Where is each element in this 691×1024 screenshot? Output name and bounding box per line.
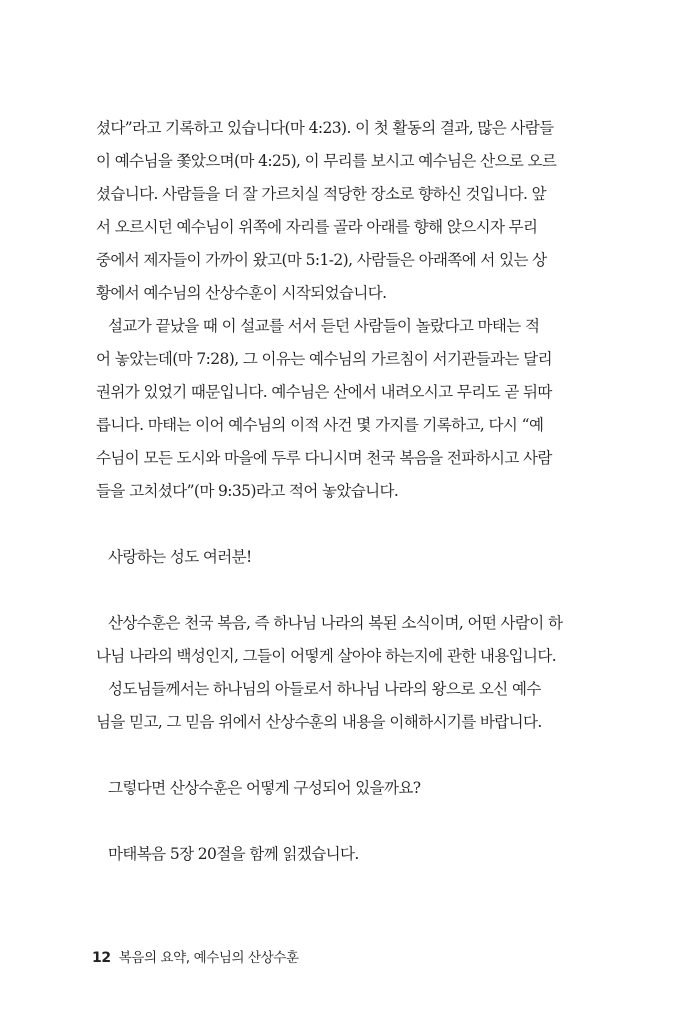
reading-instruction-line: 마태복음 5장 20절을 함께 읽겠습니다. <box>108 845 359 863</box>
page-footer <box>92 946 299 966</box>
text-line: 셨다”라고 기록하고 있습니다(마 4:23). 이 첫 활동의 결과, 많은 사람들 <box>96 119 554 137</box>
question-line: 그렇다면 산상수훈은 어떻게 구성되어 있을까요? <box>108 779 421 797</box>
text-line: 셨습니다. 사람들을 더 잘 가르치실 적당한 장소로 향하신 것입니다. 앞 <box>96 185 547 203</box>
text-line: 서 오르시던 예수님이 위쪽에 자리를 골라 아래를 향해 앉으시자 무리 <box>96 218 538 236</box>
text-line: 릅니다. 마태는 이어 예수님의 이적 사건 몇 가지를 기록하고, 다시 “예 <box>96 416 544 434</box>
text-line: 권위가 있었기 때문입니다. 예수님은 산에서 내려오시고 무리도 곧 뒤따 <box>96 383 552 401</box>
paragraph-start-line: 성도님들께서는 하나님의 아들로서 하나님 나라의 왕으로 오신 예수 <box>108 680 541 698</box>
text-line: 중에서 제자들이 가까이 왔고(마 5:1-2), 사람들은 아래쪽에 서 있는 상 <box>96 251 547 269</box>
greeting-line: 사랑하는 성도 여러분! <box>108 548 252 566</box>
text-line: 수님이 모든 도시와 마을에 두루 다니시며 천국 복음을 전파하시고 사람 <box>96 449 552 467</box>
text-line: 이 예수님을 쫓았으며(마 4:25), 이 무리를 보시고 예수님은 산으로 오르 <box>96 152 557 170</box>
paragraph-start-line: 설교가 끝났을 때 이 설교를 서서 듣던 사람들이 놀랐다고 마태는 적 <box>108 317 540 335</box>
page-number: 12 <box>92 950 111 966</box>
text-line: 들을 고치셨다”(마 9:35)라고 적어 놓았습니다. <box>96 482 399 500</box>
text-line: 님을 믿고, 그 믿음 위에서 산상수훈의 내용을 이해하시기를 바랍니다. <box>96 713 542 731</box>
paragraph-start-line: 산상수훈은 천국 복음, 즉 하나님 나라의 복된 소식이며, 어떤 사람이 하 <box>108 614 563 632</box>
text-line: 어 놓았는데(마 7:28), 그 이유는 예수님의 가르침이 서기관들과는 달리 <box>96 350 552 368</box>
running-title: 복음의 요약, 예수님의 산상수훈 <box>118 950 299 966</box>
text-line: 황에서 예수님의 산상수훈이 시작되었습니다. <box>96 284 387 302</box>
text-line: 나님 나라의 백성인지, 그들이 어떻게 살아야 하는지에 관한 내용입니다. <box>96 647 557 665</box>
